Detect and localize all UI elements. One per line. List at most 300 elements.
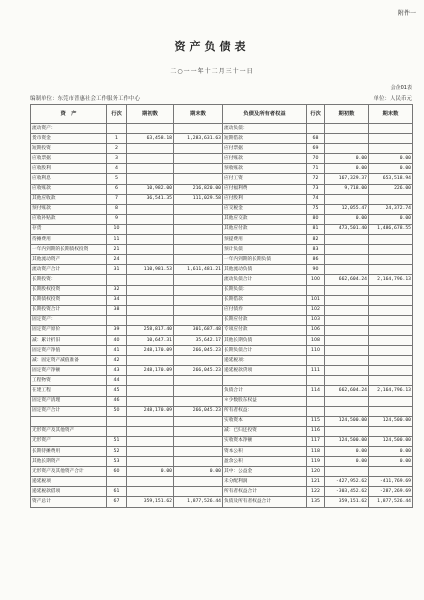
table-row	[31, 204, 413, 214]
attachment-label: 附件一	[397, 10, 416, 17]
asset-end-cell	[174, 356, 223, 366]
table-row	[31, 376, 413, 386]
asset-begin-cell: 0.00	[127, 467, 174, 477]
asset-line-cell: 53	[107, 457, 127, 467]
liability-name-cell: 流动负债合计	[223, 275, 307, 285]
unit-line	[24, 94, 412, 102]
liability-line-cell: 73	[307, 184, 325, 194]
table-row	[31, 144, 413, 154]
liability-end-cell	[369, 194, 413, 204]
asset-end-cell	[174, 436, 223, 446]
asset-name-cell: 货币资金	[31, 134, 107, 144]
liability-line-cell: 83	[307, 245, 325, 255]
liability-name-cell: 其他应付款	[223, 224, 307, 234]
liability-line-cell: 106	[307, 325, 325, 335]
asset-begin-cell: 63,458.18	[127, 134, 174, 144]
liability-end-cell	[369, 325, 413, 335]
liability-line-cell: 75	[307, 204, 325, 214]
table-row	[31, 235, 413, 245]
liability-end-cell	[369, 315, 413, 325]
asset-line-cell: 6	[107, 184, 127, 194]
liability-end-cell	[369, 245, 413, 255]
liability-end-cell: 0.00	[369, 457, 413, 467]
asset-begin-cell	[127, 235, 174, 245]
asset-begin-cell	[127, 154, 174, 164]
liability-line-cell: 70	[307, 154, 325, 164]
liability-end-cell	[369, 406, 413, 416]
liability-name-cell: 长期负债：	[223, 285, 307, 295]
asset-line-cell: 51	[107, 436, 127, 446]
liability-name-cell: 资本公积	[223, 447, 307, 457]
prepared-by: 编制单位：东莞市普惠社会工作服务工作中心	[30, 96, 141, 102]
asset-end-cell: 35,642.17	[174, 335, 223, 345]
asset-end-cell: 0.00	[174, 467, 223, 477]
asset-line-cell: 10	[107, 224, 127, 234]
table-row	[31, 275, 413, 285]
liability-name-cell: 预计负债	[223, 245, 307, 255]
asset-end-cell: 1,611,481.21	[174, 265, 223, 275]
liability-end-cell	[369, 467, 413, 477]
asset-name-cell: 固定资产合计	[31, 406, 107, 416]
liability-end-cell	[369, 346, 413, 356]
liability-name-cell: 应交税金	[223, 204, 307, 214]
liability-begin-cell	[325, 335, 369, 345]
column-header: 行次	[107, 105, 127, 124]
asset-name-cell: 减：固定资产减值准备	[31, 356, 107, 366]
asset-name-cell: 固定资产净值	[31, 346, 107, 356]
liability-end-cell	[369, 285, 413, 295]
asset-end-cell	[174, 447, 223, 457]
liability-begin-cell	[325, 285, 369, 295]
liability-line-cell: 115	[307, 416, 325, 426]
asset-name-cell: 在建工程	[31, 386, 107, 396]
liability-line-cell: 122	[307, 487, 325, 497]
liability-begin-cell: 124,500.00	[325, 436, 369, 446]
table-row	[31, 406, 413, 416]
asset-name-cell: 应收利息	[31, 174, 107, 184]
asset-end-cell	[174, 426, 223, 436]
column-header: 期初数	[127, 105, 174, 124]
asset-begin-cell: 258,817.40	[127, 325, 174, 335]
asset-line-cell: 32	[107, 285, 127, 295]
liability-begin-cell	[325, 396, 369, 406]
liability-end-cell	[369, 235, 413, 245]
asset-begin-cell: 248,170.09	[127, 366, 174, 376]
asset-begin-cell	[127, 164, 174, 174]
table-row	[31, 224, 413, 234]
liability-line-cell: 86	[307, 255, 325, 265]
asset-end-cell	[174, 376, 223, 386]
asset-name-cell: 递延税款借项	[31, 487, 107, 497]
liability-end-cell: 124,500.00	[369, 416, 413, 426]
asset-end-cell	[174, 164, 223, 174]
asset-name-cell: 应收票据	[31, 154, 107, 164]
liability-line-cell: 90	[307, 265, 325, 275]
asset-line-cell	[107, 124, 127, 134]
liability-end-cell: 0.00	[369, 154, 413, 164]
table-row	[31, 386, 413, 396]
asset-name-cell: 资产总计	[31, 497, 107, 507]
asset-line-cell: 21	[107, 245, 127, 255]
asset-line-cell: 8	[107, 204, 127, 214]
asset-end-cell	[174, 124, 223, 134]
asset-name-cell: 应收股利	[31, 164, 107, 174]
asset-line-cell: 52	[107, 447, 127, 457]
asset-name-cell: 其他应收款	[31, 194, 107, 204]
liability-begin-cell	[325, 315, 369, 325]
asset-end-cell	[174, 214, 223, 224]
liability-name-cell: 减：已归还投资	[223, 426, 307, 436]
asset-line-cell: 3	[107, 154, 127, 164]
asset-begin-cell	[127, 376, 174, 386]
liability-name-cell: 长期借款	[223, 295, 307, 305]
asset-begin-cell	[127, 204, 174, 214]
asset-line-cell	[107, 477, 127, 487]
liability-begin-cell	[325, 346, 369, 356]
table-row	[31, 305, 413, 315]
asset-begin-cell	[127, 457, 174, 467]
asset-end-cell	[174, 477, 223, 487]
table-row	[31, 214, 413, 224]
column-header: 期初数	[325, 105, 369, 124]
liability-line-cell	[307, 406, 325, 416]
table-row	[31, 255, 413, 265]
liability-line-cell: 110	[307, 346, 325, 356]
asset-end-cell	[174, 204, 223, 214]
liability-line-cell	[307, 124, 325, 134]
liability-begin-cell: 0.00	[325, 164, 369, 174]
asset-name-cell: 流动资产：	[31, 124, 107, 134]
liability-line-cell	[307, 356, 325, 366]
column-header: 负债及所有者权益	[223, 105, 307, 124]
liability-begin-cell	[325, 124, 369, 134]
liability-end-cell	[369, 376, 413, 386]
liability-name-cell: 所有者权益合计	[223, 487, 307, 497]
asset-end-cell: 1,283,631.63	[174, 134, 223, 144]
liability-name-cell: 所有者权益：	[223, 406, 307, 416]
liability-begin-cell: -303,452.62	[325, 487, 369, 497]
liability-begin-cell: 662,604.24	[325, 275, 369, 285]
asset-line-cell: 9	[107, 214, 127, 224]
asset-begin-cell	[127, 426, 174, 436]
asset-end-cell	[174, 245, 223, 255]
asset-name-cell: 固定资产净额	[31, 366, 107, 376]
liability-name-cell	[223, 376, 307, 386]
asset-begin-cell	[127, 487, 174, 497]
asset-name-cell: 流动资产合计	[31, 265, 107, 275]
liability-begin-cell	[325, 194, 369, 204]
asset-begin-cell	[127, 255, 174, 265]
liability-name-cell: 一年内到期的长期负债	[223, 255, 307, 265]
asset-line-cell: 43	[107, 366, 127, 376]
asset-end-cell	[174, 305, 223, 315]
liability-end-cell	[369, 124, 413, 134]
asset-line-cell: 42	[107, 356, 127, 366]
asset-begin-cell	[127, 214, 174, 224]
liability-end-cell: 0.00	[369, 447, 413, 457]
table-row	[31, 174, 413, 184]
column-header: 资 产	[31, 105, 107, 124]
liability-end-cell: 0.00	[369, 164, 413, 174]
liability-end-cell: -411,769.69	[369, 477, 413, 487]
asset-end-cell	[174, 396, 223, 406]
liability-name-cell: 长期应付款	[223, 315, 307, 325]
asset-end-cell	[174, 235, 223, 245]
liability-name-cell: 预收账款	[223, 164, 307, 174]
liability-begin-cell	[325, 305, 369, 315]
asset-line-cell: 61	[107, 487, 127, 497]
liability-line-cell: 101	[307, 295, 325, 305]
liability-name-cell: 盈余公积	[223, 457, 307, 467]
liability-end-cell: 1,877,526.44	[369, 497, 413, 507]
balance-sheet-table	[30, 104, 413, 508]
liability-name-cell: 其他长期负债	[223, 335, 307, 345]
asset-begin-cell: 36,541.35	[127, 194, 174, 204]
asset-line-cell: 44	[107, 376, 127, 386]
asset-begin-cell	[127, 477, 174, 487]
asset-line-cell: 38	[107, 305, 127, 315]
asset-end-cell	[174, 416, 223, 426]
liability-begin-cell: 662,604.24	[325, 386, 369, 396]
asset-line-cell: 46	[107, 396, 127, 406]
liability-begin-cell	[325, 467, 369, 477]
asset-line-cell	[107, 426, 127, 436]
table-row	[31, 154, 413, 164]
liability-name-cell: 其他应交款	[223, 214, 307, 224]
column-header: 行次	[307, 105, 325, 124]
asset-line-cell: 39	[107, 325, 127, 335]
liability-line-cell: 81	[307, 224, 325, 234]
asset-name-cell: 固定资产清理	[31, 396, 107, 406]
liability-begin-cell: 0.00	[325, 154, 369, 164]
asset-line-cell: 40	[107, 335, 127, 345]
asset-line-cell: 1	[107, 134, 127, 144]
asset-name-cell: 待摊费用	[31, 235, 107, 245]
asset-begin-cell	[127, 305, 174, 315]
liability-name-cell: 短期借款	[223, 134, 307, 144]
asset-name-cell: 长期债权投资	[31, 295, 107, 305]
liability-end-cell: 0.00	[369, 214, 413, 224]
liability-line-cell: 121	[307, 477, 325, 487]
liability-line-cell: 119	[307, 457, 325, 467]
asset-name-cell: 长期股权投资	[31, 285, 107, 295]
liability-name-cell: 应付票据	[223, 144, 307, 154]
asset-name-cell: 减：累计折旧	[31, 335, 107, 345]
asset-end-cell: 266,045.23	[174, 406, 223, 416]
asset-begin-cell	[127, 144, 174, 154]
liability-name-cell: 其中：公益金	[223, 467, 307, 477]
asset-line-cell: 45	[107, 386, 127, 396]
liability-begin-cell	[325, 235, 369, 245]
asset-begin-cell: 10,647.31	[127, 335, 174, 345]
asset-begin-cell	[127, 174, 174, 184]
liability-name-cell: 递延税项：	[223, 356, 307, 366]
liability-line-cell	[307, 376, 325, 386]
table-row	[31, 477, 413, 487]
liability-begin-cell: 124,500.00	[325, 416, 369, 426]
liability-end-cell	[369, 366, 413, 376]
liability-begin-cell	[325, 265, 369, 275]
asset-name-cell: 固定资产原价	[31, 325, 107, 335]
liability-name-cell: 负债合计	[223, 386, 307, 396]
asset-begin-cell	[127, 275, 174, 285]
liability-name-cell: 实收资本	[223, 416, 307, 426]
report-date: 二○一一年十二月三十一日	[170, 68, 254, 75]
liability-name-cell: 应付福利费	[223, 184, 307, 194]
asset-begin-cell	[127, 416, 174, 426]
asset-begin-cell	[127, 436, 174, 446]
liability-line-cell: 116	[307, 426, 325, 436]
liability-begin-cell	[325, 426, 369, 436]
asset-begin-cell	[127, 245, 174, 255]
liability-line-cell: 102	[307, 305, 325, 315]
liability-line-cell: 68	[307, 134, 325, 144]
liability-end-cell	[369, 134, 413, 144]
liability-end-cell	[369, 335, 413, 345]
asset-begin-cell	[127, 396, 174, 406]
liability-begin-cell: 0.00	[325, 447, 369, 457]
table-row	[31, 487, 413, 497]
asset-name-cell: 其他流动资产	[31, 255, 107, 265]
liability-end-cell	[369, 396, 413, 406]
liability-end-cell: 653,518.94	[369, 174, 413, 184]
asset-end-cell: 216,820.00	[174, 184, 223, 194]
currency-unit: 单位：人民币元	[373, 96, 412, 102]
liability-line-cell: 74	[307, 194, 325, 204]
table-header-row	[31, 105, 413, 124]
asset-name-cell: 短期投资	[31, 144, 107, 154]
liability-begin-cell	[325, 255, 369, 265]
liability-end-cell: 24,372.74	[369, 204, 413, 214]
liability-name-cell: 预提费用	[223, 235, 307, 245]
table-row	[31, 265, 413, 275]
asset-name-cell: 预付账款	[31, 204, 107, 214]
liability-line-cell: 100	[307, 275, 325, 285]
liability-name-cell: 流动负债：	[223, 124, 307, 134]
asset-name-cell: 工程物资	[31, 376, 107, 386]
asset-end-cell	[174, 255, 223, 265]
asset-line-cell	[107, 416, 127, 426]
table-row	[31, 416, 413, 426]
asset-end-cell: 301,687.48	[174, 325, 223, 335]
liability-name-cell: 未分配利润	[223, 477, 307, 487]
liability-end-cell: 1,486,678.55	[369, 224, 413, 234]
liability-end-cell	[369, 426, 413, 436]
liability-begin-cell	[325, 144, 369, 154]
asset-line-cell: 50	[107, 406, 127, 416]
asset-begin-cell	[127, 124, 174, 134]
table-row	[31, 184, 413, 194]
asset-begin-cell: 110,981.53	[127, 265, 174, 275]
asset-line-cell: 11	[107, 235, 127, 245]
asset-begin-cell: 10,982.00	[127, 184, 174, 194]
table-row	[31, 366, 413, 376]
liability-end-cell	[369, 144, 413, 154]
liability-name-cell: 专项应付款	[223, 325, 307, 335]
column-header: 期末数	[369, 105, 413, 124]
asset-end-cell	[174, 224, 223, 234]
asset-begin-cell	[127, 447, 174, 457]
asset-name-cell: 存货	[31, 224, 107, 234]
asset-end-cell: 1,877,526.44	[174, 497, 223, 507]
asset-begin-cell: 248,170.09	[127, 346, 174, 356]
table-row	[31, 335, 413, 345]
table-row	[31, 436, 413, 446]
liability-end-cell: 2,164,796.13	[369, 275, 413, 285]
liability-end-cell	[369, 295, 413, 305]
table-row	[31, 467, 413, 477]
asset-begin-cell	[127, 386, 174, 396]
asset-begin-cell	[127, 295, 174, 305]
liability-begin-cell	[325, 295, 369, 305]
liability-line-cell: 80	[307, 214, 325, 224]
liability-begin-cell	[325, 376, 369, 386]
liability-end-cell	[369, 356, 413, 366]
asset-end-cell	[174, 285, 223, 295]
table-row	[31, 356, 413, 366]
liability-end-cell: 2,164,796.13	[369, 386, 413, 396]
liability-begin-cell	[325, 134, 369, 144]
liability-end-cell	[369, 255, 413, 265]
liability-line-cell: 117	[307, 436, 325, 446]
asset-line-cell: 4	[107, 164, 127, 174]
liability-end-cell: 226.00	[369, 184, 413, 194]
asset-name-cell: 应收账款	[31, 184, 107, 194]
liability-name-cell: 实收资本净额	[223, 436, 307, 446]
liability-end-cell	[369, 305, 413, 315]
asset-name-cell: 长期投资：	[31, 275, 107, 285]
liability-line-cell: 111	[307, 366, 325, 376]
table-row	[31, 194, 413, 204]
asset-end-cell	[174, 487, 223, 497]
table-row	[31, 245, 413, 255]
asset-begin-cell	[127, 224, 174, 234]
liability-begin-cell	[325, 366, 369, 376]
asset-line-cell: 34	[107, 295, 127, 305]
table-row	[31, 457, 413, 467]
table-row	[31, 134, 413, 144]
asset-end-cell	[174, 295, 223, 305]
asset-end-cell	[174, 174, 223, 184]
liability-end-cell: 124,500.00	[369, 436, 413, 446]
table-row	[31, 124, 413, 134]
liability-name-cell: 应付股利	[223, 194, 307, 204]
asset-line-cell: 24	[107, 255, 127, 265]
asset-name-cell: 一年内到期的长期债权投资	[31, 245, 107, 255]
asset-name-cell: 固定资产：	[31, 315, 107, 325]
asset-line-cell	[107, 275, 127, 285]
asset-end-cell	[174, 154, 223, 164]
liability-line-cell: 118	[307, 447, 325, 457]
liability-end-cell: -287,269.69	[369, 487, 413, 497]
liability-begin-cell	[325, 245, 369, 255]
liability-begin-cell: -427,952.62	[325, 477, 369, 487]
liability-begin-cell: 9,718.00	[325, 184, 369, 194]
table-row	[31, 164, 413, 174]
asset-line-cell: 5	[107, 174, 127, 184]
liability-begin-cell: 359,151.62	[325, 497, 369, 507]
liability-line-cell: 71	[307, 164, 325, 174]
liability-begin-cell: 473,501.40	[325, 224, 369, 234]
liability-line-cell	[307, 396, 325, 406]
liability-name-cell: 递延税款贷项	[223, 366, 307, 376]
asset-begin-cell	[127, 285, 174, 295]
liability-name-cell: 应付债券	[223, 305, 307, 315]
asset-line-cell: 31	[107, 265, 127, 275]
table-row	[31, 447, 413, 457]
liability-begin-cell	[325, 406, 369, 416]
table-row	[31, 346, 413, 356]
